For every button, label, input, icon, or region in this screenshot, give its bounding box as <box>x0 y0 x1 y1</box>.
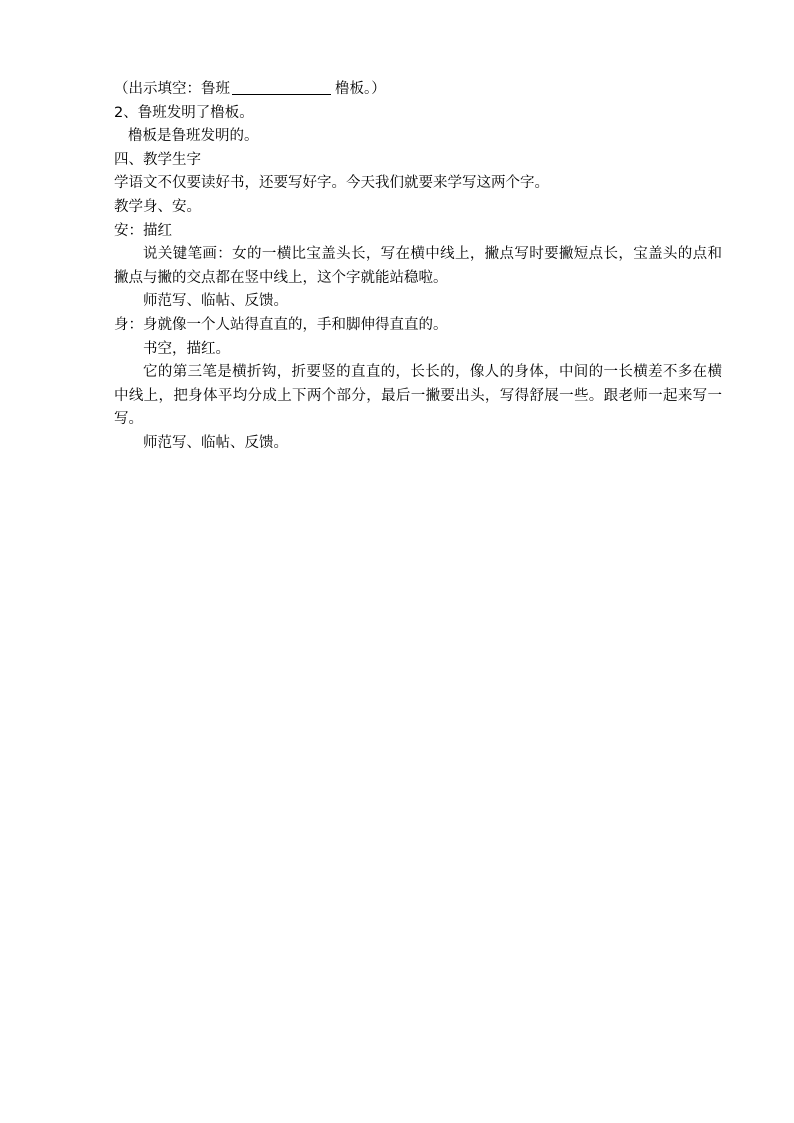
fill-in-prefix: （出示填空：鲁班 <box>114 81 230 97</box>
fill-in-blank-line <box>114 78 722 102</box>
an-character-heading: 安：描红 <box>114 222 172 239</box>
intro-line: 学语文不仅要读好书，还要写好字。今天我们就要来学写这两个字。 <box>114 175 549 192</box>
shen-trace-line: 书空，描红。 <box>143 340 230 357</box>
sentence-2-rewrite: 橹板是鲁班发明的。 <box>128 128 259 145</box>
blank-underline <box>232 78 331 95</box>
fill-in-suffix: 橹板。） <box>335 81 386 97</box>
teach-characters-line: 教学身、安。 <box>114 198 201 215</box>
section-heading-4: 四、教学生字 <box>114 151 201 168</box>
shen-stroke-paragraph: 它的第三笔是横折钩，折要竖的直直的，长长的，像人的身体，中间的一长横差不多在横中线上，把身体平均分成上下两个部分，最后一撇要出头，写得舒展一些。跟老师一起来写一写。 <box>114 364 722 428</box>
shen-practice-line: 师范写、临帖、反馈。 <box>143 434 288 451</box>
sentence-2: 2、鲁班发明了橹板。 <box>114 104 254 121</box>
shen-character-heading: 身：身就像一个人站得直直的，手和脚伸得直直的。 <box>114 316 448 333</box>
an-practice-line: 师范写、临帖、反馈。 <box>143 293 288 310</box>
an-stroke-paragraph: 说关键笔画：女的一横比宝盖头长，写在横中线上，撇点写时要撇短点长，宝盖头的点和撇点与撇的交点都在竖中线上，这个字就能站稳啦。 <box>114 246 722 286</box>
document-body <box>114 78 722 456</box>
